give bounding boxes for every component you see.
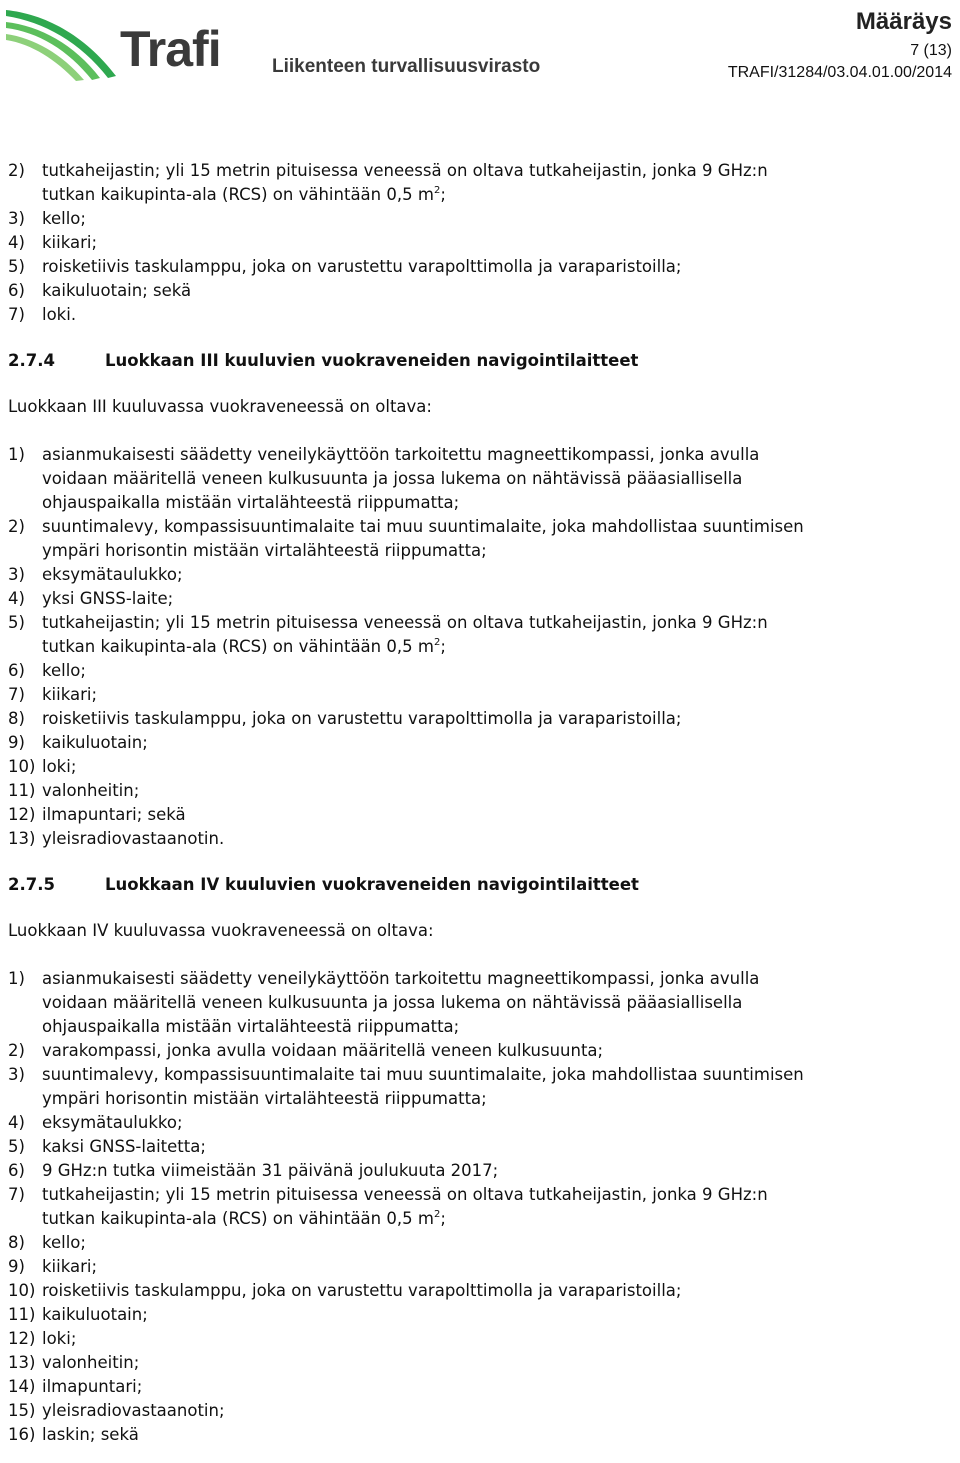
list-item — [8, 803, 958, 827]
list-item-number: 11) — [8, 1305, 36, 1324]
section-number: 2.7.4 — [8, 351, 55, 370]
list-item-text — [42, 159, 958, 207]
header-meta — [728, 8, 952, 82]
list-item-number: 7) — [8, 305, 25, 324]
list-item-text — [42, 515, 958, 563]
list-item-number: 2) — [8, 517, 25, 536]
list-item — [8, 659, 958, 683]
trafi-swoosh-icon — [4, 4, 124, 84]
logo-subtitle: Liikenteen turvallisuusvirasto — [272, 56, 541, 77]
list-item-line: varakompassi, jonka avulla voidaan määritellä veneen kulkusuunta; — [42, 1041, 604, 1060]
superscript: 2 — [433, 1209, 441, 1220]
list-item-line: tutkaheijastin; yli 15 metrin pituisessa veneessä on oltava tutkaheijastin, jonka 9 GHz:n — [42, 1185, 768, 1204]
list-item-number: 13) — [8, 829, 36, 848]
list-item — [8, 827, 958, 851]
list-item-line: yksi GNSS-laite; — [42, 589, 174, 608]
list-item-text — [42, 1375, 958, 1399]
list-item — [8, 207, 958, 231]
list-item — [8, 731, 958, 755]
page-number: 7 (13) — [910, 42, 952, 59]
list-item-line: tutkaheijastin; yli 15 metrin pituisessa veneessä on oltava tutkaheijastin, jonka 9 GHz:n — [42, 613, 768, 632]
list-item-line: kaikuluotain; — [42, 1305, 148, 1324]
list-item — [8, 587, 958, 611]
list-item — [8, 1351, 958, 1375]
logo-wordmark: Trafi — [120, 21, 221, 77]
list-item-text — [42, 611, 958, 659]
list-item-text — [42, 1135, 958, 1159]
list-item-number: 2) — [8, 161, 25, 180]
list-item-text — [42, 1159, 958, 1183]
list-item — [8, 755, 958, 779]
section-heading — [8, 873, 958, 897]
list-item — [8, 683, 958, 707]
list-item-number: 3) — [8, 565, 25, 584]
list-item-text — [42, 1183, 958, 1231]
list-item-text — [42, 1423, 958, 1447]
list-item-text — [42, 587, 958, 611]
list-item-line: asianmukaisesti säädetty veneilykäyttöön tarkoitettu magneettikompassi, jonka avulla — [42, 445, 760, 464]
list-item-number: 1) — [8, 445, 25, 464]
list-item-number: 6) — [8, 281, 25, 300]
list-item-number: 16) — [8, 1425, 36, 1444]
list-item-number: 13) — [8, 1353, 36, 1372]
list-item-text — [42, 563, 958, 587]
list-item-line: tutkan kaikupinta-ala (RCS) on vähintään 0,5 $m^2$; — [42, 185, 446, 204]
list-item-text — [42, 255, 958, 279]
list-item-text — [42, 659, 958, 683]
list-item-line: kiikari; — [42, 685, 98, 704]
list-item-number: 5) — [8, 257, 25, 276]
list-item — [8, 1375, 958, 1399]
list-item-text — [42, 803, 958, 827]
list-item-text — [42, 1039, 958, 1063]
list-item-number: 4) — [8, 1113, 25, 1132]
list-item-line: ympäri horisontin mistään virtalähteestä riippumatta; — [42, 541, 487, 560]
list-item-text — [42, 1279, 958, 1303]
list-item — [8, 255, 958, 279]
list-item-line: yleisradiovastaanotin. — [42, 829, 225, 848]
list-item-line: tutkaheijastin; yli 15 metrin pituisessa veneessä on oltava tutkaheijastin, jonka 9 GHz:n — [42, 161, 768, 180]
list-item-text — [42, 1255, 958, 1279]
section-intro: Luokkaan III kuuluvassa vuokraveneessä on oltava: — [8, 397, 432, 416]
list-item-number: 15) — [8, 1401, 36, 1420]
list-item-text — [42, 1063, 958, 1111]
list-item-text — [42, 755, 958, 779]
trafi-logo — [4, 4, 124, 88]
list-item-line: loki. — [42, 305, 77, 324]
list-item-number: 12) — [8, 805, 36, 824]
list-item — [8, 1303, 958, 1327]
doc-type: Määräys — [855, 8, 952, 35]
list-item-line: ohjauspaikalla mistään virtalähteestä riippumatta; — [42, 1017, 460, 1036]
list-item-line: roisketiivis taskulamppu, joka on varustettu varapolttimolla ja varaparistoilla; — [42, 1281, 682, 1300]
list-item-number: 8) — [8, 1233, 25, 1252]
list-item — [8, 1039, 958, 1063]
doc-reference: TRAFI/31284/03.04.01.00/2014 — [727, 64, 952, 81]
list-item-line: kaikuluotain; sekä — [42, 281, 192, 300]
list-item — [8, 1423, 958, 1447]
list-item-line: suuntimalevy, kompassisuuntimalaite tai muu suuntimalaite, joka mahdollistaa suuntimisen — [42, 1065, 804, 1084]
list-item — [8, 1183, 958, 1231]
list-item-number: 4) — [8, 589, 25, 608]
list-item-number: 3) — [8, 1065, 25, 1084]
list-item — [8, 1231, 958, 1255]
list-item-text — [42, 1111, 958, 1135]
section-title: Luokkaan IV kuuluvien vuokraveneiden navigointilaitteet — [105, 875, 639, 894]
list-item — [8, 1135, 958, 1159]
list-item-text — [42, 707, 958, 731]
list-item-text — [42, 1303, 958, 1327]
list-item — [8, 1327, 958, 1351]
list-item-text — [42, 967, 958, 1039]
list-item-line: kello; — [42, 1233, 86, 1252]
list-item-line: loki; — [42, 757, 77, 776]
list-item-number: 3) — [8, 209, 25, 228]
list-item-text — [42, 1351, 958, 1375]
list-item — [8, 707, 958, 731]
list-item-line: roisketiivis taskulamppu, joka on varustettu varapolttimolla ja varaparistoilla; — [42, 709, 682, 728]
list-item-line: loki; — [42, 1329, 77, 1348]
list-item-text — [42, 231, 958, 255]
list-item — [8, 967, 958, 1039]
list-item-number: 6) — [8, 1161, 25, 1180]
list-section-275 — [8, 967, 958, 1447]
list-item — [8, 443, 958, 515]
list-item-line: ilmapuntari; — [42, 1377, 143, 1396]
list-item-line: laskin; sekä — [42, 1425, 139, 1444]
list-item-line: eksymätaulukko; — [42, 1113, 183, 1132]
list-item-number: 7) — [8, 1185, 25, 1204]
section-heading — [8, 349, 958, 373]
list-item — [8, 1255, 958, 1279]
list-item-number: 2) — [8, 1041, 25, 1060]
list-item-line: valonheitin; — [42, 1353, 140, 1372]
list-item-number: 11) — [8, 781, 36, 800]
list-item-line: kiikari; — [42, 233, 98, 252]
list-item-text — [42, 1327, 958, 1351]
superscript: 2 — [433, 637, 441, 648]
list-item — [8, 563, 958, 587]
list-item — [8, 779, 958, 803]
list-item-number: 1) — [8, 969, 25, 988]
list-item-line: eksymätaulukko; — [42, 565, 183, 584]
list-item-line: kiikari; — [42, 1257, 98, 1276]
list-item-text — [42, 1399, 958, 1423]
list-item-number: 9) — [8, 733, 25, 752]
list-item-text — [42, 443, 958, 515]
list-item — [8, 231, 958, 255]
list-item-number: 9) — [8, 1257, 25, 1276]
list-item — [8, 159, 958, 207]
list-item-line: ympäri horisontin mistään virtalähteestä riippumatta; — [42, 1089, 487, 1108]
list-item-text — [42, 207, 958, 231]
list-item-line: voidaan määritellä veneen kulkusuunta ja jossa lukema on nähtävissä pääasiallisella — [42, 993, 743, 1012]
list-a — [8, 159, 958, 327]
list-item-text — [42, 779, 958, 803]
list-item — [8, 515, 958, 563]
list-item — [8, 611, 958, 659]
list-item-number: 6) — [8, 661, 25, 680]
list-item-line: kello; — [42, 209, 86, 228]
list-item — [8, 1399, 958, 1423]
section-title: Luokkaan III kuuluvien vuokraveneiden navigointilaitteet — [105, 351, 639, 370]
section-number: 2.7.5 — [8, 875, 55, 894]
list-item-line: kaikuluotain; — [42, 733, 148, 752]
list-item-number: 8) — [8, 709, 25, 728]
list-item-line: asianmukaisesti säädetty veneilykäyttöön tarkoitettu magneettikompassi, jonka avulla — [42, 969, 760, 988]
list-item-line: yleisradiovastaanotin; — [42, 1401, 225, 1420]
list-item-number: 5) — [8, 1137, 25, 1156]
list-item-number: 5) — [8, 613, 25, 632]
list-item-line: kello; — [42, 661, 86, 680]
superscript: 2 — [433, 185, 441, 196]
list-item — [8, 1111, 958, 1135]
list-item-line: suuntimalevy, kompassisuuntimalaite tai muu suuntimalaite, joka mahdollistaa suuntimisen — [42, 517, 804, 536]
list-item-text — [42, 303, 958, 327]
list-item-line: ohjauspaikalla mistään virtalähteestä riippumatta; — [42, 493, 460, 512]
list-item-line: 9 GHz:n tutka viimeistään 31 päivänä joulukuuta 2017; — [42, 1161, 499, 1180]
list-item-text — [42, 683, 958, 707]
list-item-number: 10) — [8, 757, 36, 776]
list-item-text — [42, 1231, 958, 1255]
list-item-line: tutkan kaikupinta-ala (RCS) on vähintään 0,5 $m^2$; — [42, 637, 446, 656]
list-item — [8, 279, 958, 303]
list-item-line: voidaan määritellä veneen kulkusuunta ja jossa lukema on nähtävissä pääasiallisella — [42, 469, 743, 488]
list-item-number: 12) — [8, 1329, 36, 1348]
document-body — [8, 159, 958, 1447]
list-item-text — [42, 279, 958, 303]
list-item-number: 10) — [8, 1281, 36, 1300]
list-item — [8, 1279, 958, 1303]
list-item-text — [42, 731, 958, 755]
list-item-line: valonheitin; — [42, 781, 140, 800]
section-intro: Luokkaan IV kuuluvassa vuokraveneessä on oltava: — [8, 921, 434, 940]
list-item — [8, 1063, 958, 1111]
page-header — [0, 0, 960, 100]
list-item-line: roisketiivis taskulamppu, joka on varustettu varapolttimolla ja varaparistoilla; — [42, 257, 682, 276]
list-item-line: ilmapuntari; sekä — [42, 805, 186, 824]
list-item-line: tutkan kaikupinta-ala (RCS) on vähintään 0,5 $m^2$; — [42, 1209, 446, 1228]
list-item — [8, 303, 958, 327]
list-item-number: 7) — [8, 685, 25, 704]
list-item — [8, 1159, 958, 1183]
list-item-number: 14) — [8, 1377, 36, 1396]
list-item-text — [42, 827, 958, 851]
list-item-line: kaksi GNSS-laitetta; — [42, 1137, 206, 1156]
list-section-274 — [8, 443, 958, 851]
list-item-number: 4) — [8, 233, 25, 252]
